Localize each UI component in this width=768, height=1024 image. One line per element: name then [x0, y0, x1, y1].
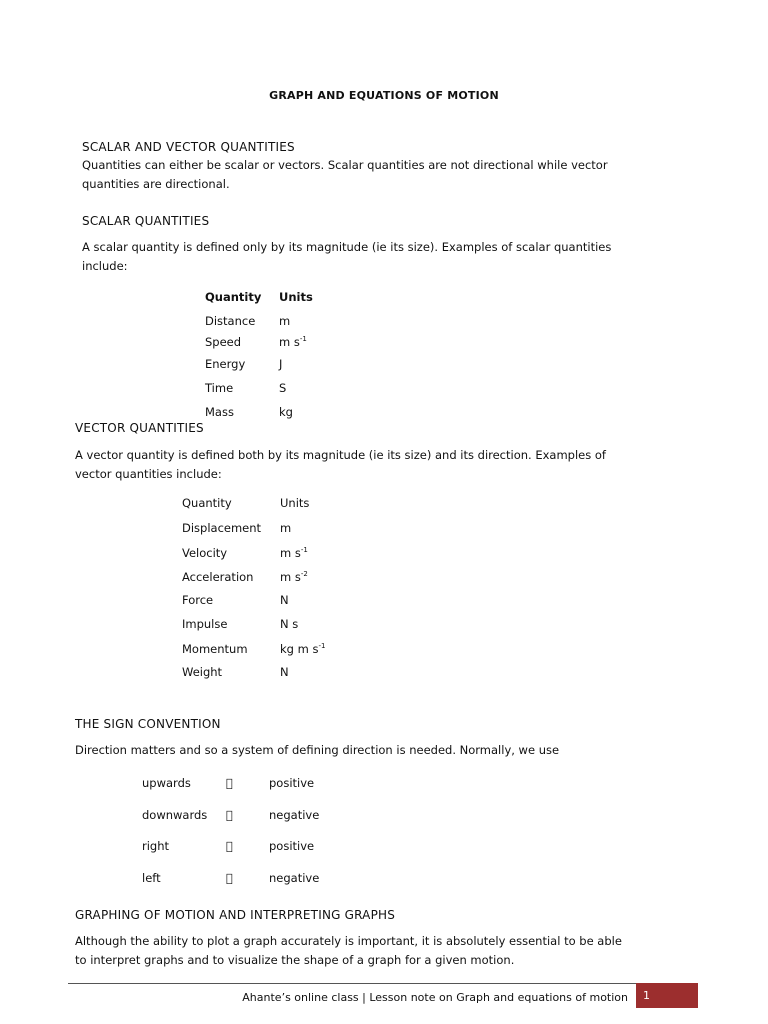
list-item-direction: right: [142, 839, 170, 853]
list-item-sign: negative: [269, 871, 320, 885]
table-row-quantity: Displacement: [182, 521, 262, 535]
paragraph-scalar-vector: Quantities can either be scalar or vectors. Scalar quantities are not directional while vector quantities are directional.: [82, 158, 608, 191]
arrow-glyph-icon: [226, 871, 233, 885]
arrow-glyph-icon: [226, 808, 233, 822]
table-row-quantity: Force: [182, 593, 214, 607]
arrow-glyph-icon: [226, 776, 233, 790]
document-title: GRAPH AND EQUATIONS OF MOTION: [269, 89, 499, 102]
vector-table-header-quantity: Quantity: [182, 496, 232, 510]
table-row-unit: N: [280, 665, 289, 679]
list-item-direction: downwards: [142, 808, 208, 822]
table-row-unit: kg: [279, 405, 293, 419]
table-row-quantity: Momentum: [182, 642, 248, 656]
scalar-table-header-quantity: Quantity: [205, 290, 262, 304]
table-row-unit: m: [280, 521, 292, 535]
table-row-quantity: Mass: [205, 405, 234, 419]
arrow-glyph-icon: [226, 839, 233, 853]
table-row-quantity: Impulse: [182, 617, 228, 631]
list-item-direction: left: [142, 871, 161, 885]
list-item-sign: positive: [269, 776, 315, 790]
table-row-unit: S: [279, 381, 287, 395]
paragraph-sign-convention: Direction matters and so a system of defining direction is needed. Normally, we use: [75, 743, 560, 757]
section-heading-vector: VECTOR QUANTITIES: [75, 421, 204, 435]
paragraph-scalar: A scalar quantity is defined only by its magnitude (ie its size). Examples of scalar quantities include:: [82, 240, 612, 273]
vector-table-header-units: Units: [280, 496, 310, 510]
table-row-quantity: Velocity: [182, 546, 228, 560]
table-row-quantity: Distance: [205, 314, 256, 328]
table-row-unit: m $s^{-1}$: [280, 546, 308, 560]
table-row-unit: kg m $s^{-1}$: [280, 642, 326, 656]
table-row-unit: m: [279, 314, 291, 328]
page-number: 1: [643, 989, 650, 1002]
list-item-direction: upwards: [142, 776, 191, 790]
paragraph-graphing: Although the ability to plot a graph accurately is important, it is absolutely essential to be able to interpret graphs and to visualize the shape of a graph for a given motion.: [75, 934, 622, 967]
table-row-unit: N s: [280, 617, 299, 631]
section-heading-sign-convention: THE SIGN CONVENTION: [75, 717, 221, 731]
footer-rule: [68, 983, 698, 984]
table-row-quantity: Time: [205, 381, 234, 395]
table-row-unit: J: [279, 357, 283, 371]
section-heading-scalar-vector: SCALAR AND VECTOR QUANTITIES: [82, 140, 295, 154]
table-row-unit: N: [280, 593, 289, 607]
table-row-quantity: Energy: [205, 357, 246, 371]
footer-text: Ahante’s online class | Lesson note on Graph and equations of motion: [242, 991, 628, 1004]
table-row-quantity: Weight: [182, 665, 223, 679]
table-row-unit: m $s^{-1}$: [279, 335, 307, 349]
scalar-table-header-units: Units: [279, 290, 313, 304]
section-heading-scalar: SCALAR QUANTITIES: [82, 214, 210, 228]
table-row-quantity: Acceleration: [182, 570, 254, 584]
table-row-unit: m $s^{-2}$: [280, 570, 308, 584]
table-row-quantity: Speed: [205, 335, 242, 349]
list-item-sign: negative: [269, 808, 320, 822]
list-item-sign: positive: [269, 839, 315, 853]
paragraph-vector: A vector quantity is defined both by its magnitude (ie its size) and its direction. Examples of vector quantities include:: [75, 448, 606, 481]
section-heading-graphing: GRAPHING OF MOTION AND INTERPRETING GRAPHS: [75, 908, 396, 922]
